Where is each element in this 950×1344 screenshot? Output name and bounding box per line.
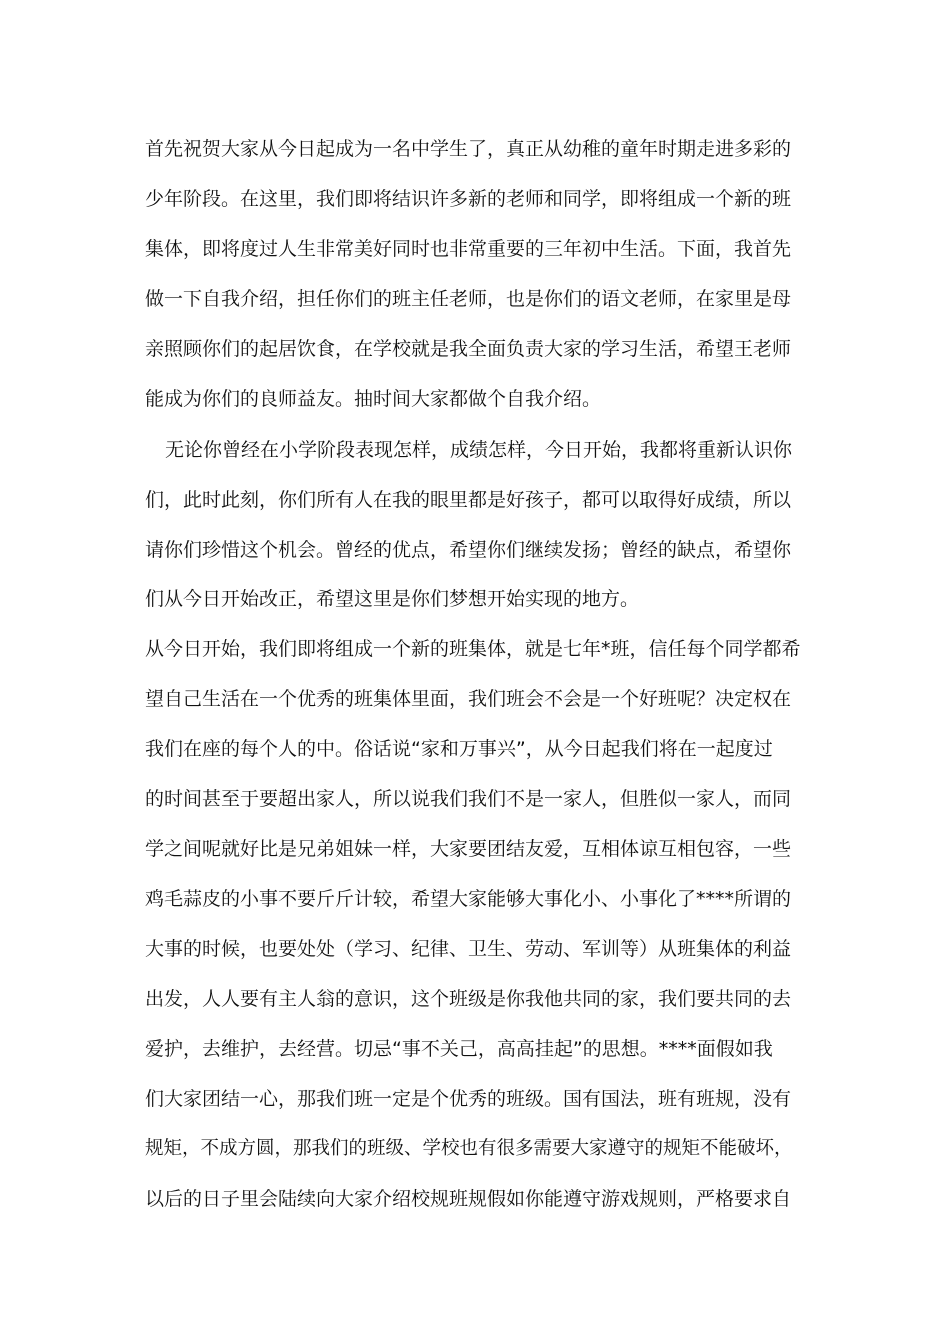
text-line: 鸡毛蒜皮的小事不要斤斤计较，希望大家能够大事化小、小事化了****所谓的 [145, 888, 792, 910]
text-line: 集体，即将度过人生非常美好同时也非常重要的三年初中生活。下面，我首先 [145, 238, 792, 260]
text-line: 从今日开始，我们即将组成一个新的班集体，就是七年*班，信任每个同学都希 [145, 638, 801, 660]
text-line: 们从今日开始改正，希望这里是你们梦想开始实现的地方。 [145, 588, 640, 610]
text-line: 能成为你们的良师益友。抽时间大家都做个自我介绍。 [145, 388, 602, 410]
text-line: 做一下自我介绍，担任你们的班主任老师，也是你们的语文老师，在家里是母 [145, 288, 792, 310]
text-line: 请你们珍惜这个机会。曾经的优点，希望你们继续发扬；曾经的缺点，希望你 [145, 539, 792, 561]
text-line: 望自己生活在一个优秀的班集体里面，我们班会不会是一个好班呢？决定权在 [145, 688, 792, 710]
text-line: 大事的时候，也要处处（学习、纪律、卫生、劳动、军训等）从班集体的利益 [145, 938, 792, 960]
text-line: 们，此时此刻，你们所有人在我的眼里都是好孩子，都可以取得好成绩，所以 [145, 489, 792, 511]
text-line: 出发，人人要有主人翁的意识，这个班级是你我他共同的家，我们要共同的去 [145, 988, 792, 1010]
text-line: 首先祝贺大家从今日起成为一名中学生了，真正从幼稚的童年时期走进多彩的 [145, 138, 792, 160]
text-line: 无论你曾经在小学阶段表现怎样，成绩怎样，今日开始，我都将重新认识你 [165, 439, 793, 461]
text-line: 学之间呢就好比是兄弟姐妹一样，大家要团结友爱，互相体谅互相包容，一些 [145, 838, 792, 860]
text-line: 爱护，去维护，去经营。切忌“事不关己，高高挂起”的思想。****面假如我 [145, 1038, 773, 1060]
text-line: 我们在座的每个人的中。俗话说“家和万事兴”，从今日起我们将在一起度过 [145, 738, 773, 760]
text-line: 的时间甚至于要超出家人，所以说我们我们不是一家人，但胜似一家人，而同 [145, 788, 792, 810]
text-line: 以后的日子里会陆续向大家介绍校规班规假如你能遵守游戏规则，严格要求自 [145, 1188, 792, 1210]
text-line: 亲照顾你们的起居饮食，在学校就是我全面负责大家的学习生活，希望王老师 [145, 338, 792, 360]
text-line: 规矩，不成方圆，那我们的班级、学校也有很多需要大家遵守的规矩不能破坏， [145, 1138, 793, 1159]
text-line: 们大家团结一心，那我们班一定是个优秀的班级。国有国法，班有班规，没有 [145, 1088, 792, 1110]
text-line: 少年阶段。在这里，我们即将结识许多新的老师和同学，即将组成一个新的班 [145, 188, 792, 210]
